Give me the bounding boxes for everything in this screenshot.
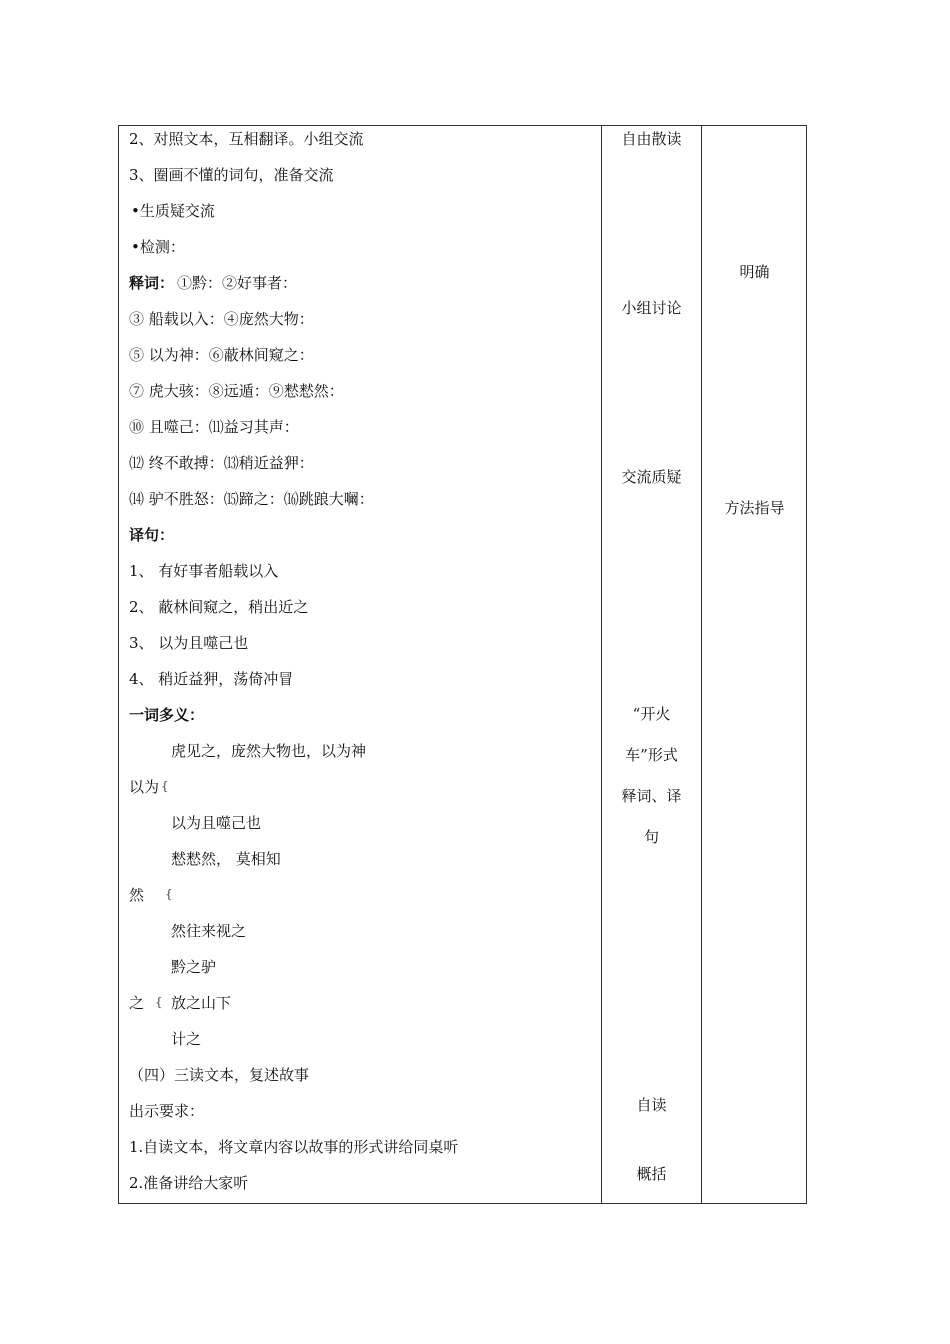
step-text: 3、圈画不懂的词句，准备交流 — [129, 166, 334, 184]
word-item: ⑦ 虎大骇：⑧远遁：⑨慭慭然： — [129, 382, 344, 400]
lesson-table — [118, 125, 807, 1204]
brace-glyph: { — [155, 995, 163, 1009]
student-activity: 概括 — [636, 1165, 667, 1183]
student-activity: 句 — [643, 828, 659, 846]
brace-glyph: { — [165, 887, 173, 901]
requirement-item: 2.准备讲给大家听 — [129, 1174, 249, 1192]
example-sentence: 计之 — [171, 1030, 202, 1048]
bullet-text: •生质疑交流 — [131, 202, 215, 220]
section-heading: 一词多义： — [129, 706, 205, 724]
step-text: 2、对照文本，互相翻译。小组交流 — [129, 130, 364, 148]
sentence-item: 4、 稍近益狎，荡倚冲冒 — [129, 670, 294, 688]
column-divider-2 — [701, 126, 702, 1203]
polysemy-word: 然 — [129, 886, 145, 904]
column-divider-1 — [601, 126, 602, 1203]
polysemy-word: 之 — [129, 994, 145, 1012]
brace-glyph: { — [161, 779, 169, 793]
student-activity: 车”形式 — [625, 746, 678, 764]
word-item: ⑩ 且噬己：⑾益习其声： — [129, 418, 299, 436]
student-activity: 自读 — [636, 1096, 667, 1114]
section-heading: 释词： — [129, 274, 175, 292]
polysemy-word: 以为 — [129, 778, 160, 796]
example-sentence: 虎见之，庞然大物也，以为神 — [171, 742, 367, 760]
example-sentence: 然往来视之 — [171, 922, 247, 940]
student-activity: 交流质疑 — [621, 468, 682, 486]
student-activity: 释词、译 — [621, 787, 682, 805]
requirement-label: 出示要求： — [129, 1102, 205, 1120]
design-intent: 方法指导 — [724, 499, 785, 517]
sentence-item: 3、 以为且噬己也 — [129, 634, 249, 652]
example-sentence: 放之山下 — [171, 994, 232, 1012]
section-heading: 译句： — [129, 526, 175, 544]
section-heading: （四）三读文本，复述故事 — [129, 1066, 310, 1084]
sentence-item: 2、 蔽林间窥之，稍出近之 — [129, 598, 309, 616]
example-sentence: 慭慭然， 莫相知 — [171, 850, 281, 868]
example-sentence: 黔之驴 — [171, 958, 217, 976]
student-activity: 小组讨论 — [621, 299, 682, 317]
word-item: ⒁ 驴不胜怒：⒂蹄之：⒃跳踉大㘎： — [129, 490, 374, 508]
word-item: ⑤ 以为神：⑥蔽林间窥之： — [129, 346, 314, 364]
word-item: ③ 船载以入：④庞然大物： — [129, 310, 314, 328]
bullet-text: •检测： — [131, 238, 185, 256]
student-activity: “开火 — [632, 705, 671, 723]
example-sentence: 以为且噬己也 — [171, 814, 262, 832]
student-activity: 自由散读 — [621, 130, 682, 148]
sentence-item: 1、 有好事者船载以入 — [129, 562, 279, 580]
requirement-item: 1.自读文本，将文章内容以故事的形式讲给同桌听 — [129, 1138, 459, 1156]
word-item: ⑿ 终不敢搏：⒀稍近益狎： — [129, 454, 314, 472]
word-item: ①黔：②好事者： — [177, 274, 298, 292]
design-intent: 明确 — [739, 263, 770, 281]
